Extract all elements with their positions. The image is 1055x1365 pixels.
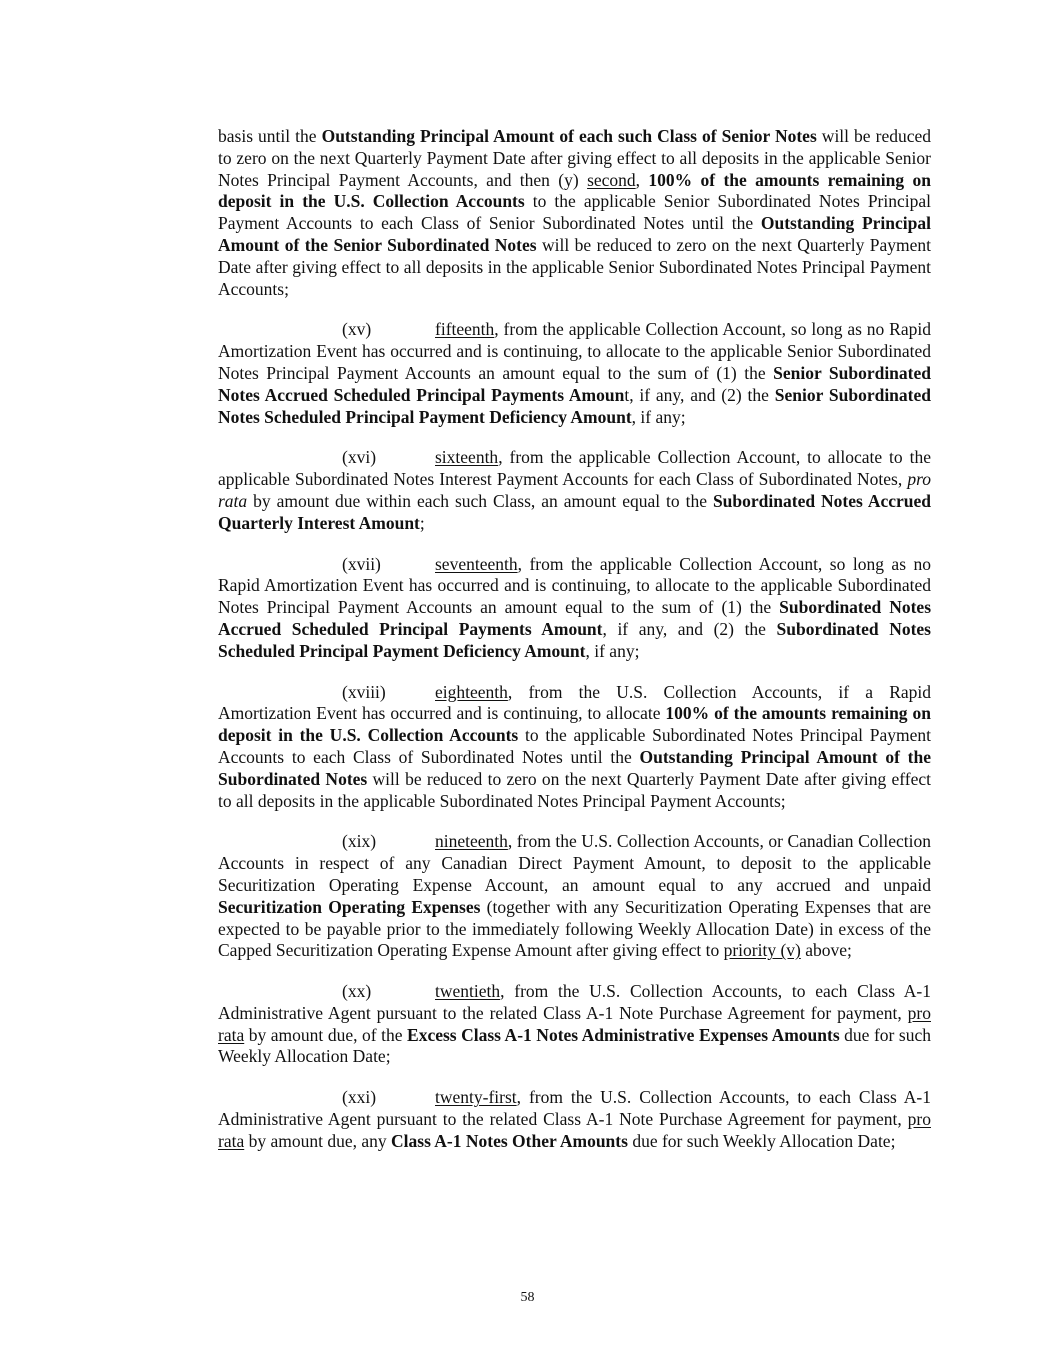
text: basis until the <box>218 126 322 146</box>
clause-xxi <box>218 1087 931 1152</box>
clause-xv <box>218 319 931 428</box>
defined-term: Subordinated Notes Accrued Quarterly Interest Amount <box>218 490 931 533</box>
text: to the applicable Senior Subordinated Notes Principal Payment Accounts to each Class of Senior Subordinated Notes until the <box>218 191 931 234</box>
clause-number: (xviii) <box>342 681 386 702</box>
text: will be reduced to zero on the next Quarterly Payment Date after giving effect to all deposits in the applicable Senior Subordinated Notes Principal Payment Accounts; <box>218 234 931 299</box>
ordinal: second <box>587 169 636 190</box>
text: ; <box>419 512 425 533</box>
text: (together with any Securitization Operating Expenses that are expected to be payable prior to the immediately following Weekly Allocation Date) in excess of the Capped Securitization Operating Expense Amount after giving effect to <box>218 896 931 961</box>
cross-reference: priority (v) <box>723 940 801 961</box>
italic-term: pro rata <box>218 469 931 511</box>
text: , from the applicable Collection Account, so long as no Rapid Amortization Event has occurred and is continuing, to allocate to the applicable Senior Subordinated Notes Principal Payment Accounts an amount equal to the sum of (1) the <box>218 319 931 383</box>
text: due for such Weekly Allocation Date; <box>627 1130 896 1151</box>
ordinal: eighteenth <box>435 681 508 702</box>
ordinal: fifteenth <box>435 319 495 340</box>
ordinal: seventeenth <box>435 553 518 574</box>
text: , <box>635 169 649 190</box>
text: , if any, and (2) the <box>602 618 777 639</box>
text: by amount due, any <box>244 1130 392 1151</box>
text: will be reduced to zero on the next Quarterly Payment Date after giving effect to all deposits in the applicable Subordinated Notes Principal Payment Accounts; <box>218 768 931 811</box>
text: , from the U.S. Collection Accounts, or Canadian Collection Accounts in respect of any Canadian Direct Payment Amount, to deposit to the applicable Securitization Operating Expense Account, an amount equal to any accrued and unpaid <box>218 831 931 895</box>
clause-xvi <box>218 447 931 534</box>
clause-xviii <box>218 682 931 813</box>
text: , if any; <box>631 406 686 427</box>
underlined-term: pro <box>907 1002 931 1023</box>
underlined-term: rata <box>218 1130 245 1151</box>
text: by amount due within each such Class, an amount equal to the <box>247 490 713 511</box>
defined-term: 100% of the amounts remaining on deposit in the U.S. Collection Accounts <box>218 169 931 212</box>
defined-term: Outstanding Principal Amount of each such Class of Senior Notes <box>321 126 817 146</box>
underlined-term: rata <box>218 1024 245 1045</box>
clause-xvii <box>218 554 931 663</box>
defined-term: Outstanding Principal Amount of the Subordinated Notes <box>218 746 931 789</box>
clause-number: (xx) <box>342 981 372 1002</box>
clause-number: (xvii) <box>342 553 381 574</box>
ordinal: sixteenth <box>435 447 499 468</box>
page-body <box>218 126 931 1172</box>
defined-term: Outstanding Principal Amount of the Senior Subordinated Notes <box>218 213 931 255</box>
text: , from the U.S. Collection Accounts, to each Class A-1 Administrative Agent pursuant to the related Class A-1 Note Purchase Agreement for payment, <box>218 1087 931 1130</box>
text: , if any; <box>585 640 640 661</box>
ordinal: nineteenth <box>435 831 508 852</box>
text: to the applicable Subordinated Notes Principal Payment Accounts to each Class of Subordinated Notes until the <box>218 725 932 767</box>
text: , from the U.S. Collection Accounts, if a Rapid Amortization Event has occurred and is continuing, to allocate <box>218 681 931 724</box>
continuation-paragraph <box>218 126 931 300</box>
defined-term: Securitization Operating Expenses <box>218 896 481 917</box>
defined-term: 100% of the amounts remaining on deposit in the U.S. Collection Accounts <box>218 703 931 746</box>
text: will be reduced to zero on the next Quarterly Payment Date after giving effect to all deposits in the applicable Senior Notes Principal Payment Accounts, and then (y) <box>218 126 931 190</box>
text: , from the applicable Collection Account, so long as no Rapid Amortization Event has occurred and is continuing, to allocate to the applicable Subordinated Notes Principal Payment Accounts an amount equal to the sum of (1) the <box>218 553 931 618</box>
text: by amount due, of the <box>244 1024 408 1045</box>
text: above; <box>800 940 852 961</box>
clause-number: (xv) <box>342 319 372 340</box>
underlined-term: pro <box>907 1109 931 1130</box>
defined-term: Excess Class A-1 Notes Administrative Expenses Amounts <box>407 1024 840 1045</box>
defined-term: Senior Subordinated Notes Accrued Scheduled Principal Payments Amoun <box>218 362 931 405</box>
clause-number: (xix) <box>342 831 377 852</box>
text: due for such Weekly Allocation Date; <box>218 1024 931 1067</box>
defined-term: Subordinated Notes Accrued Scheduled Principal Payments Amount <box>218 597 932 639</box>
clause-xx <box>218 981 931 1068</box>
clause-number: (xxi) <box>342 1087 377 1108</box>
text: , from the U.S. Collection Accounts, to each Class A-1 Administrative Agent pursuant to the related Class A-1 Note Purchase Agreement for payment, <box>218 981 931 1023</box>
defined-term: Senior Subordinated Notes Scheduled Principal Payment Deficiency Amount <box>218 384 931 427</box>
ordinal: twenty-first <box>435 1087 517 1108</box>
ordinal: twentieth <box>435 981 501 1002</box>
page-number: 58 <box>520 1290 535 1305</box>
clause-number: (xvi) <box>342 447 377 468</box>
defined-term: Subordinated Notes Scheduled Principal Payment Deficiency Amount <box>218 618 931 661</box>
clause-xix <box>218 831 931 962</box>
text: t, if any, and (2) the <box>624 384 775 405</box>
defined-term: Class A-1 Notes Other Amounts <box>391 1130 628 1151</box>
text: , from the applicable Collection Account, to allocate to the applicable Subordinated Notes Interest Payment Accounts for each Class of Subordinated Notes, <box>218 447 931 490</box>
